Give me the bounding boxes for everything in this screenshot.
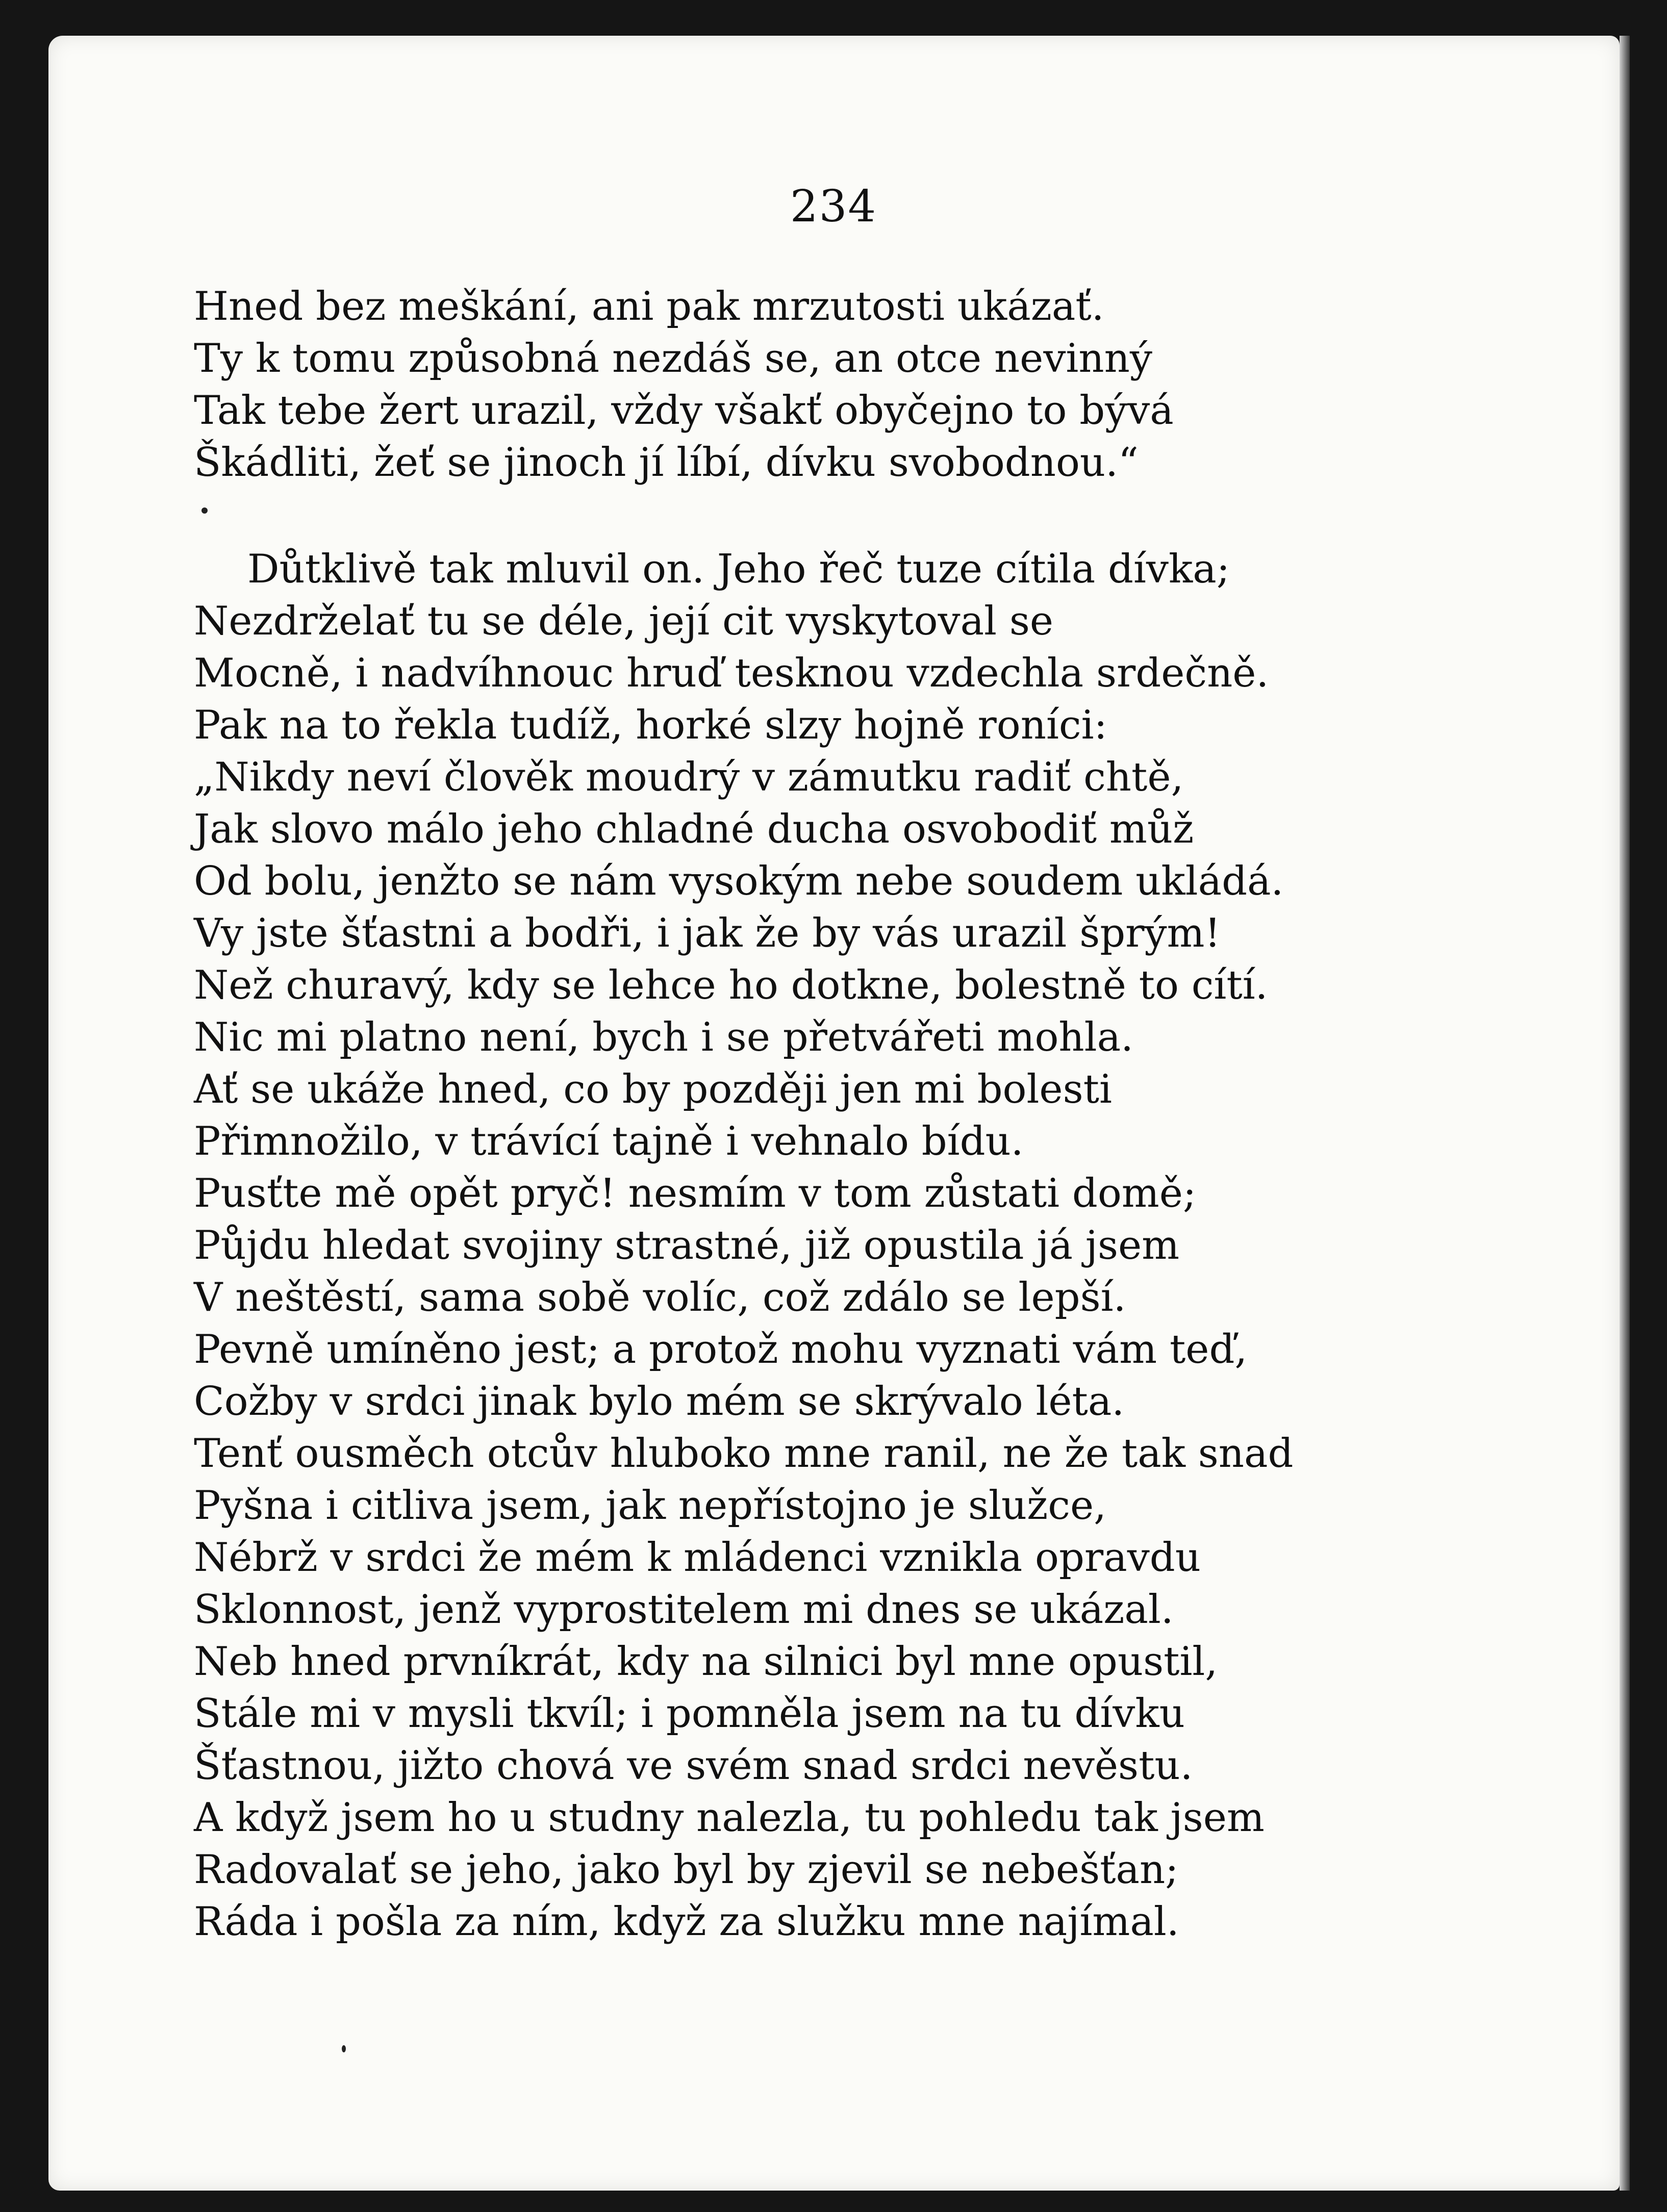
verse-line: Přimnožilo, v trávící tajně i vehnalo bídu. <box>194 1118 1024 1164</box>
stanza-2 <box>194 543 1500 1948</box>
verse-line: Jak slovo málo jeho chladné ducha osvobodiť můž <box>194 806 1194 852</box>
verse-line: Tak tebe žert urazil, vždy všakť obyčejno to bývá <box>194 388 1174 434</box>
verse-line: „Nikdy neví člověk moudrý v zámutku radiť chtě, <box>194 754 1184 800</box>
verse-line: Nezdrželať tu se déle, její cit vyskytoval se <box>194 598 1054 644</box>
verse-line: Pak na to řekla tudíž, horké slzy hojně roníci: <box>194 702 1107 748</box>
verse-line: Než churavý, kdy se lehce ho dotkne, bolestně to cítí. <box>194 962 1268 1008</box>
verse-line: Škádliti, žeť se jinoch jí líbí, dívku svobodnou.“ <box>194 440 1139 486</box>
verse-line: Nic mi platno není, bych i se přetvářeti mohla. <box>194 1014 1133 1060</box>
page-edge <box>1620 36 1630 2191</box>
verse-line: Ty k tomu způsobná nezdáš se, an otce nevinný <box>194 336 1152 382</box>
verse-line: Od bolu, jenžto se nám vysokým nebe soudem ukládá. <box>194 858 1284 904</box>
verse-line: Ráda i pošla za ním, když za služku mne najímal. <box>194 1899 1179 1945</box>
verse-line: Mocně, i nadvíhnouc hruď tesknou vzdechla srdečně. <box>194 650 1269 696</box>
verse-line: Pusťte mě opět pryč! nesmím v tom zůstati domě; <box>194 1171 1197 1216</box>
verse-line: Neb hned prvníkrát, kdy na silnici byl mne opustil, <box>194 1639 1218 1685</box>
ink-speck <box>201 507 208 514</box>
verse-line: Cožby v srdci jinak bylo mém se skrývalo léta. <box>194 1379 1125 1425</box>
verse-line: Důtklivě tak mluvil on. Jeho řeč tuze cítila dívka; <box>247 546 1230 592</box>
verse-line: Půjdu hledat svojiny strastné, již opustila já jsem <box>194 1223 1180 1268</box>
verse-line: Hned bez meškání, ani pak mrzutosti ukázať. <box>194 284 1104 329</box>
verse-line: Nébrž v srdci že mém k mládenci vznikla opravdu <box>194 1535 1201 1581</box>
verse-line: Ať se ukáže hned, co by později jen mi bolesti <box>194 1066 1112 1112</box>
verse-line: Sklonnost, jenž vyprostitelem mi dnes se ukázal. <box>194 1587 1174 1633</box>
ink-speck <box>342 2045 346 2052</box>
verse-line: Vy jste šťastni a bodři, i jak že by vás urazil šprým! <box>194 910 1221 956</box>
verse-line: Pevně umíněno jest; a protož mohu vyznati vám teď, <box>194 1327 1248 1372</box>
verse-line: Radovalať se jeho, jako byl by zjevil se nebešťan; <box>194 1847 1179 1893</box>
verse-line: V neštěstí, sama sobě volíc, což zdálo se lepší. <box>194 1275 1126 1320</box>
verse-line: Tenť ousměch otcův hluboko mne ranil, ne že tak snad <box>194 1431 1294 1477</box>
page-number: 234 <box>790 181 877 232</box>
stanza-1 <box>194 281 1500 489</box>
verse-line: Stále mi v mysli tkvíl; i pomněla jsem na tu dívku <box>194 1691 1185 1737</box>
verse-line: A když jsem ho u studny nalezla, tu pohledu tak jsem <box>194 1795 1265 1841</box>
verse-line: Šťastnou, jižto chová ve svém snad srdci nevěstu. <box>194 1743 1193 1789</box>
verse-line: Pyšna i citliva jsem, jak nepřístojno je služce, <box>194 1483 1106 1529</box>
